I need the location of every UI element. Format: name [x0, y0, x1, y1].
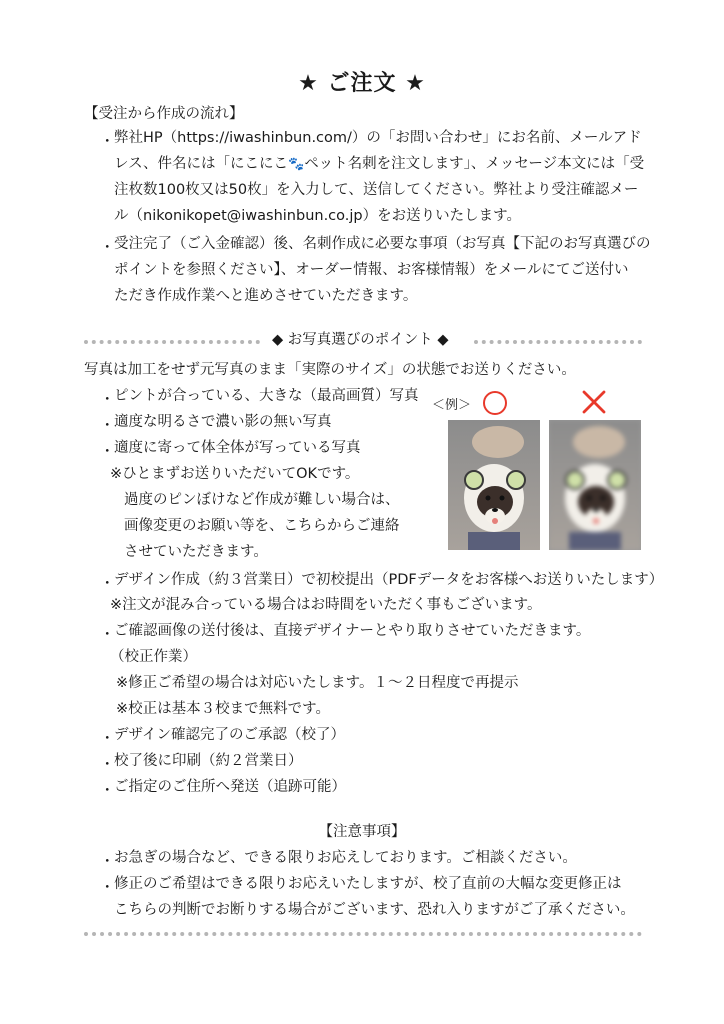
divider-left	[84, 340, 260, 344]
circle-mark-icon	[483, 391, 507, 415]
photo-tip-2: 適度な明るさで濃い影の無い写真	[114, 414, 332, 430]
photo-note-4: させていただきます。	[124, 544, 268, 560]
proof-label: （校正作業）	[110, 649, 197, 665]
bullet: ・	[100, 134, 115, 150]
divider-bottom	[84, 932, 642, 936]
photo-note-1: ※ひとまずお送りいただいてOKです。	[110, 466, 360, 482]
divider-right	[474, 340, 642, 344]
good-example-photo	[448, 420, 540, 550]
note-item-2-line1: 修正のご希望はできる限りお応えいたしますが、校了直前の大幅な変更修正は	[114, 876, 622, 892]
flow-item2-line1: 受注完了（ご入金確認）後、名刺作成に必要な事項（お写真【下記のお写真選びの	[114, 236, 651, 252]
photo-intro: 写真は加工をせず元写真のまま「実際のサイズ」の状態でお送りください。	[84, 362, 576, 378]
example-label: ＜例＞	[432, 398, 472, 413]
final-item-2: 校了後に印刷（約２営業日）	[114, 753, 303, 769]
flow-item1-line1: 弊社HP（https://iwashinbun.com/）の「お問い合わせ」にお名前、メールアド	[114, 130, 642, 146]
bullet: ・	[100, 757, 115, 773]
design-item: デザイン作成（約３営業日）で初校提出（PDFデータをお客様へお送りいたします）	[114, 572, 664, 588]
bullet: ・	[100, 627, 115, 643]
section-heading-photo: ◆ お写真選びのポイント ◆	[272, 332, 449, 348]
bullet: ・	[100, 418, 115, 434]
section-heading-flow: 【受注から作成の流れ】	[84, 106, 244, 122]
paw-icon: 🐾	[288, 157, 305, 172]
bullet: ・	[100, 576, 115, 592]
photo-tip-3: 適度に寄って体全体が写っている写真	[114, 440, 361, 456]
bad-example-photo	[549, 420, 641, 550]
flow-item2-line2: ポイントを参照ください】、オーダー情報、お客様情報）をメールにてご送付い	[114, 262, 629, 278]
flow-item2-line3: ただき作成作業へと進めさせていただきます。	[114, 288, 418, 304]
flow-item1-line3: 注枚数100枚又は50枚」を入力して、送信してください。弊社より受注確認メー	[114, 182, 639, 198]
bullet: ・	[100, 854, 115, 870]
flow-item1-line2-b: ペット名刺を注文します」、メッセージ本文には「受	[304, 156, 645, 172]
bullet: ・	[100, 392, 115, 408]
section-heading-notes: 【注意事項】	[318, 824, 406, 840]
note-item-2-line2: こちらの判断でお断りする場合がございます、恐れ入りますがご了承ください。	[114, 902, 635, 918]
bullet: ・	[100, 880, 115, 896]
note-item-1: お急ぎの場合など、できる限りお応えしております。ご相談ください。	[114, 850, 577, 866]
bullet: ・	[100, 240, 115, 256]
bullet: ・	[100, 731, 115, 747]
flow-item1-line4: ル（nikonikopet@iwashinbun.co.jp）をお送りいたします。	[114, 208, 521, 224]
design-note: ※注文が混み合っている場合はお時間をいただく事もございます。	[110, 597, 542, 613]
bullet: ・	[100, 444, 115, 460]
final-item-3: ご指定のご住所へ発送（追跡可能）	[114, 779, 346, 795]
page-title: ★ ご注文 ★	[298, 71, 426, 96]
flow-item1-line2	[114, 156, 644, 173]
cross-mark-icon	[582, 390, 606, 414]
photo-tip-1: ピントが合っている、大きな（最高画質）写真	[114, 388, 419, 404]
proof-note-1: ※修正ご希望の場合は対応いたします。１〜２日程度で再提示	[116, 675, 519, 691]
photo-note-3: 画像変更のお願い等を、こちらからご連絡	[124, 518, 400, 534]
flow-item1-line2-a: レス、件名には「にこにこ	[114, 156, 288, 172]
proof-note-2: ※校正は基本３校まで無料です。	[116, 701, 330, 717]
confirm-item: ご確認画像の送付後は、直接デザイナーとやり取りさせていただきます。	[114, 623, 591, 639]
photo-note-2: 過度のピンぼけなど作成が難しい場合は、	[124, 492, 400, 508]
final-item-1: デザイン確認完了のご承認（校了）	[114, 727, 345, 743]
bullet: ・	[100, 783, 115, 799]
